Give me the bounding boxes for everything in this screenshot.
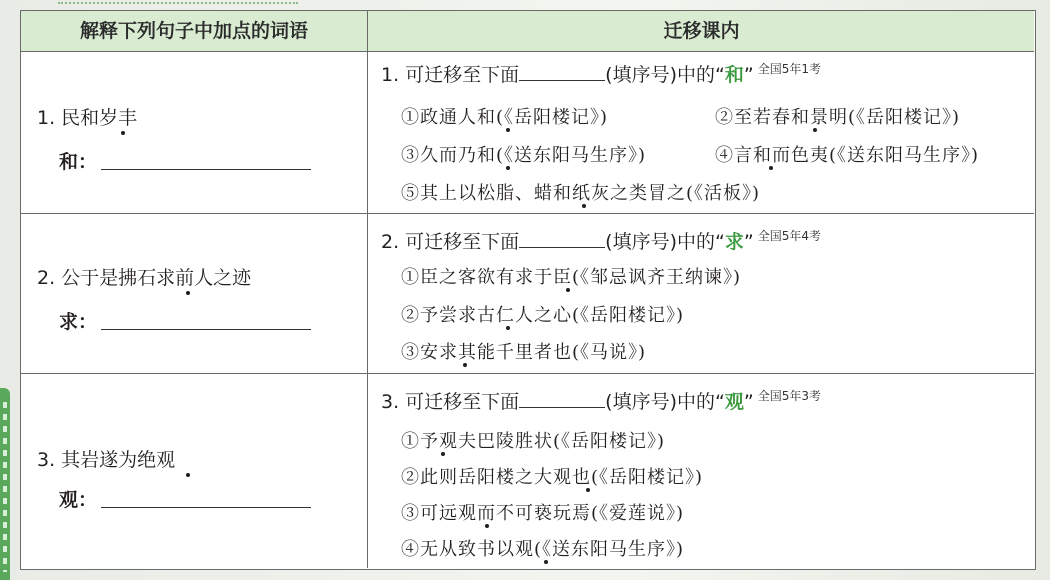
row1-option-4: ④言和而色夷(《送东阳马生序》) [715,145,980,166]
row3-option-4: ④无从致书以观(《送东阳马生序》) [401,539,685,560]
row3-option-2: ②此则岳阳楼之大观也(《岳阳楼记》) [401,467,704,488]
emphasis-dot [186,473,190,477]
header-right: 迁移课内 [663,20,740,42]
row1-answer-blank[interactable] [101,169,311,170]
row1-question-close: ” [743,64,754,86]
row1-question [381,60,821,87]
row3-question [381,387,821,414]
emphasis-dot [769,166,773,170]
emphasis-dot [582,204,586,208]
row2-question-prefix: 2. 可迁移至下面 [381,231,520,253]
row2-option-2: ②予尝求古仁人之心(《岳阳楼记》) [401,305,685,326]
emphasis-dot [506,326,510,330]
row2-option-1: ①臣之客欲有求于臣(《邹忌讽齐王纳谏》) [401,267,742,288]
row2-source: 全国5年4考 [757,229,821,243]
emphasis-dot [121,131,125,135]
row2-sentence: 2. 公于是拂石求前人之迹 [37,267,252,289]
row3-question-close: ” [743,391,754,413]
row1-word-label: 和： [59,151,98,173]
row1-option-5: ⑤其上以松脂、蜡和纸灰之类冒之(《活板》) [401,183,761,204]
emphasis-dot [186,291,190,295]
row3-question-blank[interactable] [519,407,605,408]
row2-question-blank[interactable] [519,247,605,248]
row3-answer-blank[interactable] [101,507,311,508]
row3-option-3: ③可远观而不可亵玩焉(《爱莲说》) [401,503,685,524]
column-divider [367,11,368,568]
header-left: 解释下列句子中加点的词语 [79,20,308,42]
row1-source: 全国5年1考 [757,62,821,76]
exercise-table [20,10,1036,570]
row-divider-2 [21,373,1034,374]
row3-question-prefix: 3. 可迁移至下面 [381,391,520,413]
emphasis-dot [506,166,510,170]
emphasis-dot [485,524,489,528]
row3-option-1: ①予观夫巴陵胜状(《岳阳楼记》) [401,431,666,452]
row2-answer-blank[interactable] [101,329,311,330]
row2-word-label: 求： [59,311,98,333]
row2-question [381,227,821,254]
emphasis-dot [813,128,817,132]
row2-option-3: ③安求其能千里者也(《马说》) [401,342,647,363]
row-divider-1 [21,213,1034,214]
row1-key-word: 和 [724,64,744,86]
row1-option-1: ①政通人和(《岳阳楼记》) [401,107,609,128]
emphasis-dot [586,488,590,492]
row3-question-mid: (填序号)中的“ [605,391,725,413]
emphasis-dot [506,128,510,132]
row3-word-label: 观： [59,489,98,511]
emphasis-dot [566,288,570,292]
decorative-dotted-line [58,2,298,4]
row1-option-3: ③久而乃和(《送东阳马生序》) [401,145,647,166]
side-tab-stripe [3,402,7,572]
row3-source: 全国5年3考 [757,389,821,403]
row3-sentence: 3. 其岩遂为绝观 [37,449,176,471]
row1-option-2: ②至若春和景明(《岳阳楼记》) [715,107,961,128]
emphasis-dot [544,560,548,564]
row3-key-word: 观 [724,391,744,413]
row1-sentence: 1. 民和岁丰 [37,107,138,129]
row1-question-blank[interactable] [519,80,605,81]
emphasis-dot [463,363,467,367]
row1-question-prefix: 1. 可迁移至下面 [381,64,520,86]
row2-question-mid: (填序号)中的“ [605,231,725,253]
emphasis-dot [441,452,445,456]
row2-key-word: 求 [724,231,744,253]
row2-question-close: ” [743,231,754,253]
side-tab-marker [0,388,10,580]
row1-question-mid: (填序号)中的“ [605,64,725,86]
